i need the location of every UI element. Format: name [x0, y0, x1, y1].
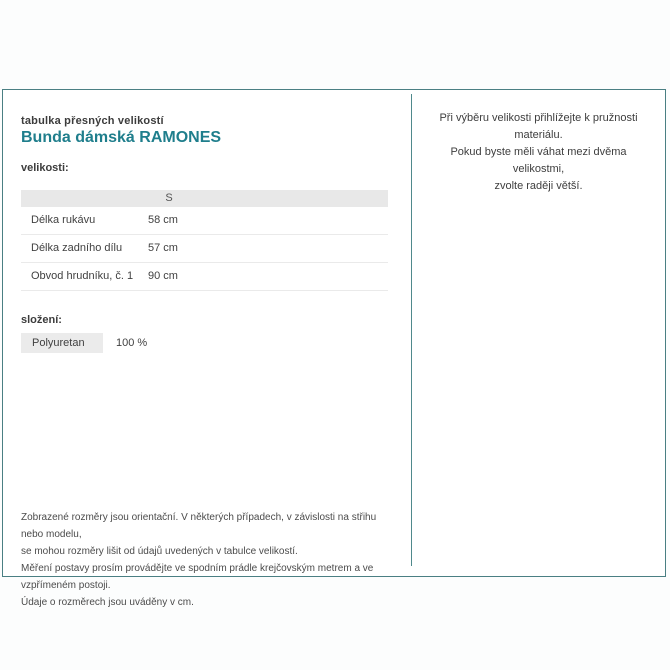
- composition-label: složení:: [21, 314, 62, 326]
- measurement-value: 57 cm: [148, 242, 178, 254]
- composition-row: [21, 333, 388, 353]
- advice-line: Při výběru velikosti přihlížejte k pružnosti materiálu.: [439, 112, 638, 141]
- table-row: [21, 235, 388, 263]
- size-advice-note: [430, 110, 647, 195]
- table-row: [21, 207, 388, 235]
- measurement-disclaimer: [21, 509, 401, 611]
- size-table-header-row: [21, 190, 388, 207]
- advice-line: zvolte raději větší.: [494, 180, 583, 192]
- size-column-header: S: [165, 192, 173, 204]
- size-table: [21, 190, 388, 291]
- product-title: Bunda dámská RAMONES: [21, 129, 222, 146]
- table-row: [21, 263, 388, 291]
- sizes-label: velikosti:: [21, 162, 69, 174]
- composition-material: Polyuretan: [21, 333, 103, 353]
- panel-eyebrow: tabulka přesných velikostí: [21, 115, 164, 127]
- right-column: [412, 90, 665, 576]
- composition-percentage: 100 %: [116, 337, 148, 349]
- disclaimer-line: Měření postavy prosím provádějte ve spodním prádle krejčovským metrem a ve vzpřímeném postoji.: [21, 563, 374, 591]
- measurement-value: 90 cm: [148, 270, 178, 282]
- measurement-label: Obvod hrudníku, č. 1: [31, 270, 134, 282]
- disclaimer-line: Údaje o rozměrech jsou uváděny v cm.: [21, 597, 194, 608]
- disclaimer-line: Zobrazené rozměry jsou orientační. V některých případech, v závislosti na střihu nebo modelu,: [21, 512, 377, 540]
- measurement-label: Délka rukávu: [31, 214, 96, 226]
- disclaimer-line: se mohou rozměry lišit od údajů uvedených v tabulce velikostí.: [21, 546, 298, 557]
- left-column: [3, 90, 411, 608]
- advice-line: Pokud byste měli váhat mezi dvěma velikostmi,: [450, 146, 627, 175]
- size-chart-panel: [2, 89, 666, 608]
- measurement-label: Délka zadního dílu: [31, 242, 123, 254]
- measurement-value: 58 cm: [148, 214, 178, 226]
